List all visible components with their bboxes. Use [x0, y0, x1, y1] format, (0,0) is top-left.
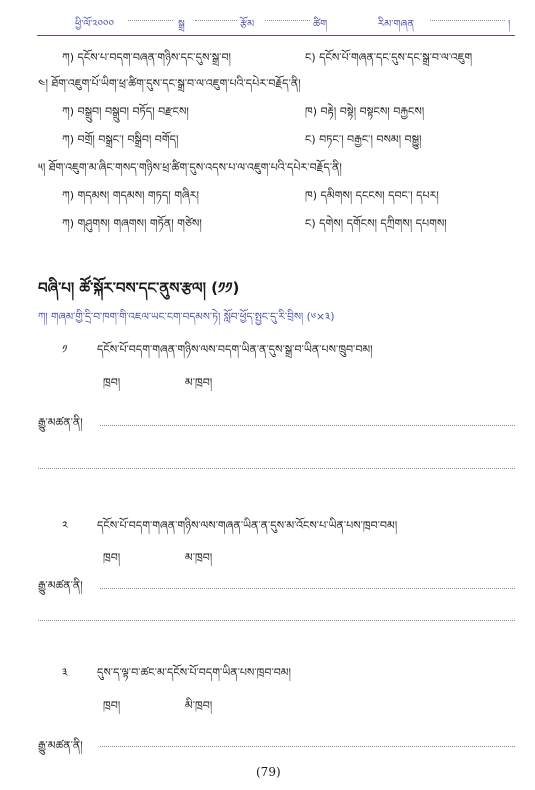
- item-1-no-option[interactable]: མ་ཁྲབ།: [185, 376, 213, 389]
- q4-option-c: ཀ) བགྲོ། བསྒྲང་། བསྒྲིབ། བགོད།: [62, 133, 179, 146]
- item-3-no-option[interactable]: མི་ཁྲབ།: [185, 699, 213, 712]
- question-4: ༤། ཐོག་འཇུག་པོ་ཡིག་ཕྲ་ཚིག་དུས་དང་སྒྲ་བ་ལ་འཇུག་པའི་དཔེར་བརྗོད་ནི།: [38, 77, 301, 90]
- item-2-answer-line-2[interactable]: [38, 620, 515, 621]
- item-2-reason-label: རྒྱུ་མཚན་ནི།: [38, 579, 83, 592]
- item-2-answer-line-1[interactable]: [100, 588, 515, 589]
- header-subject: སྒྲ: [178, 19, 185, 30]
- header-rule: [37, 35, 515, 36]
- item-1-reason-label: རྒྱུ་མཚན་ནི།: [38, 416, 83, 429]
- item-3-yes-option[interactable]: ཁྲབ།: [103, 699, 121, 712]
- item-1-number: ༡: [62, 343, 68, 356]
- header-grammar: ཚིག: [313, 19, 328, 30]
- option-d: ང) དངོས་པོ་གཞན་དང་དུས་དང་སྒྲ་བ་ལ་འཇུག: [305, 51, 473, 64]
- item-1-question: དངོས་པོ་བདག་གཞན་གཉིས་ལས་བདག་ཡིན་ན་དུས་སྒྲ་བ་ཡིན་པས་ཁྲུབ་བམ།: [97, 343, 373, 356]
- q4-option-b: ཁ) བརྟེ། བསྟེ། བསྟངས། བརྐྱངས།: [305, 105, 425, 118]
- item-1-yes-option[interactable]: ཁྲབ།: [103, 376, 121, 389]
- q4-option-a: ཀ) བསྒྲུབ། བསྒྲུབ། བཏོད། བརྫངས།: [62, 105, 189, 118]
- q5-option-a: ཀ) གདམས། གདམས། གཏད། གཞིར།: [62, 189, 199, 202]
- item-2-no-option[interactable]: མ་ཁྲབ།: [185, 551, 213, 564]
- q5-option-c: ཀ) གཤུགས། གཞགས། གཏོན། གཙེས།: [62, 217, 202, 230]
- header-end-mark: །: [508, 19, 511, 30]
- item-3-answer-line-1[interactable]: [100, 746, 515, 747]
- header-leader: [430, 20, 505, 21]
- item-1-answer-line-2[interactable]: [38, 468, 515, 469]
- q5-option-d: ང) དགེས། དགོངས། དཀྲིགས། དཔགས།: [305, 217, 447, 230]
- item-1-answer-line-1[interactable]: [100, 425, 515, 426]
- part-instruction: ཀ། གཞམ་གྱི་དྲི་བ་ཁག་གི་འཇལ་ཡང་ངག་བདམས་ཏེ། སློབ་ཕྱོད་སྤྱང་དུ་རི་བྲིས། (༦×༣): [38, 311, 335, 323]
- header-leader: [265, 20, 310, 21]
- header-leader: [128, 20, 173, 21]
- header-leader: [195, 20, 237, 21]
- item-3-reason-label: རྒྱུ་མཚན་ནི།: [38, 739, 83, 752]
- item-2-yes-option[interactable]: ཁྲབ།: [103, 551, 121, 564]
- question-5: ༥། ཐོག་འཇུག་མ་ཞིང་གསད་གཉིས་ཕྲ་ཚིག་དུས་འདས་པ་ལ་འཇུག་པའི་དཔེར་བརྗོད་ནི།: [38, 161, 342, 174]
- header-level: རིམ་གཞན: [378, 19, 415, 30]
- header-series: ཕྱི་ལོ་༢༠༠༠: [75, 19, 115, 30]
- q4-option-d: ང) བཏང་། བརྒྱང་། བསམ། བསྒྱུ།: [305, 133, 422, 146]
- item-2-number: ༢: [62, 519, 68, 532]
- item-2-question: དངོས་པོ་བདག་གཞན་གཉིས་ལས་གཞན་ཡིན་ན་དུས་མ་འོངས་པ་ཡིན་པས་ཁྲབ་བམ།: [97, 519, 398, 532]
- page-number: (79): [256, 765, 281, 779]
- item-3-question: དུས་ད་ལྟ་བ་ཚང་མ་དངོས་པོ་བདག་ཡིན་པས་ཁྲབ་བམ།: [97, 666, 291, 679]
- q5-option-b: ཁ) དམིགས། དངངས། དབང་། དཔར།: [305, 189, 439, 202]
- option-a: ཀ) དངོས་པ་བདག་བཞན་གཉིས་དང་དུས་སྒྲ་བ།: [62, 51, 231, 64]
- header-section: རྩོམ: [240, 19, 255, 30]
- item-3-number: ༣: [62, 666, 68, 679]
- part-title: བཞི་པ། ཚོ་སྐོར་བས་དང་ནུས་རྩལ། (༡༡): [38, 279, 240, 297]
